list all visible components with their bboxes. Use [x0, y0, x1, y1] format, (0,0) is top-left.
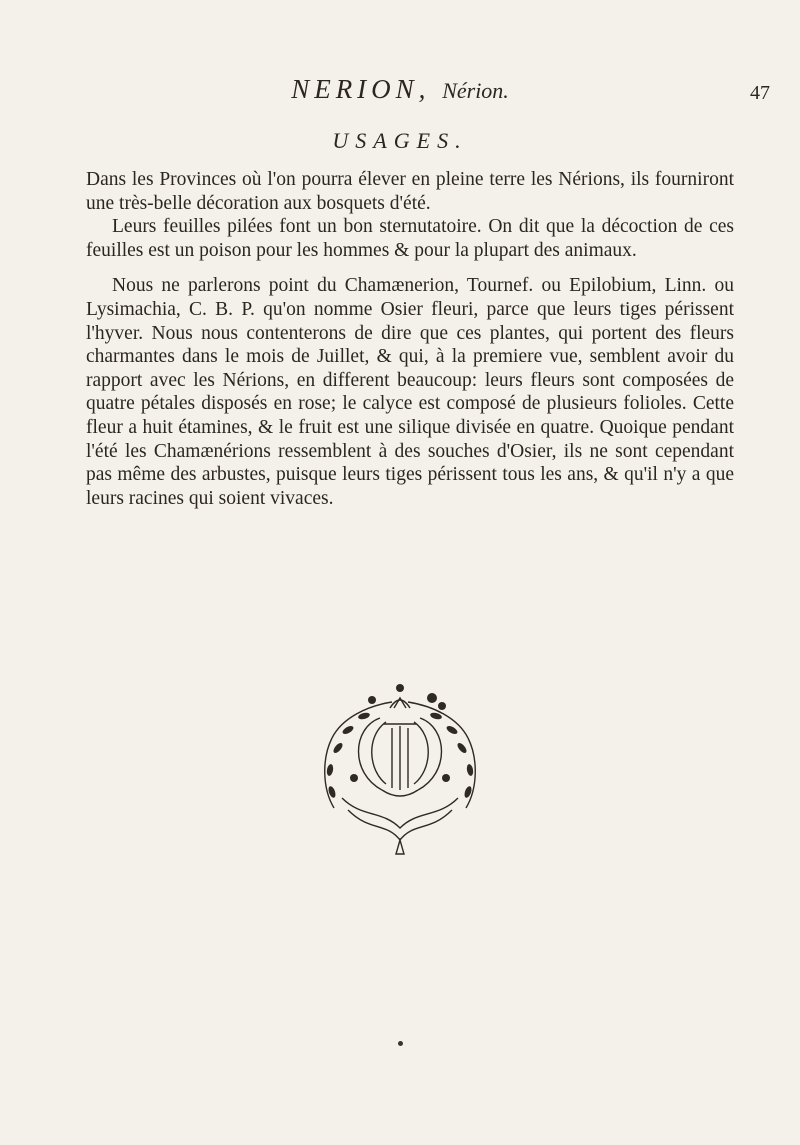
- lyre-trophy-vignette-icon: [312, 678, 488, 860]
- paragraph: Dans les Provinces où l'on pourra élever en pleine terre les Nérions, ils fourniront une très-belle décoration aux bosquets d'été.: [86, 169, 734, 214]
- running-title: NERION,: [291, 74, 431, 104]
- page-speck: [398, 1041, 403, 1046]
- body-text: [86, 168, 734, 510]
- paragraph: Nous ne parlerons point du Chamænerion, Tournef. ou Epilobium, Linn. ou Lysimachia, C. B. P. qu'on nomme Osier fleuri, parce que leurs tiges périssent l'hyver. Nous nous contenterons de dire que ces plantes, qui portent des fleurs charmantes dans le mois de Juillet, & qui, à la premiere vue, semblent avoir du rapport avec les Nérions, en different beaucoup: leurs fleurs sont composées de quatre pétales disposés en rose; le calyce est composé de plusieurs folioles. Cette fleur a huit étamines, & le fruit est une silique divisée en quatre. Quoique pendant l'été les Chamænérions ressemblent à des souches d'Osier, ils ne sont cependant pas même des arbustes, puisque leurs tiges périssent tous les ans, & qu'il n'y a que leurs racines qui soient vivaces.: [86, 275, 734, 509]
- paragraph: Leurs feuilles pilées font un bon sternutatoire. On dit que la décoction de ces feuilles est un poison pour les hommes & pour la plupart des animaux.: [86, 216, 734, 261]
- section-title: USAGES.: [332, 128, 468, 153]
- page-number: 47: [750, 82, 770, 104]
- running-head: [0, 74, 800, 105]
- running-title-italic: Nérion.: [442, 78, 509, 103]
